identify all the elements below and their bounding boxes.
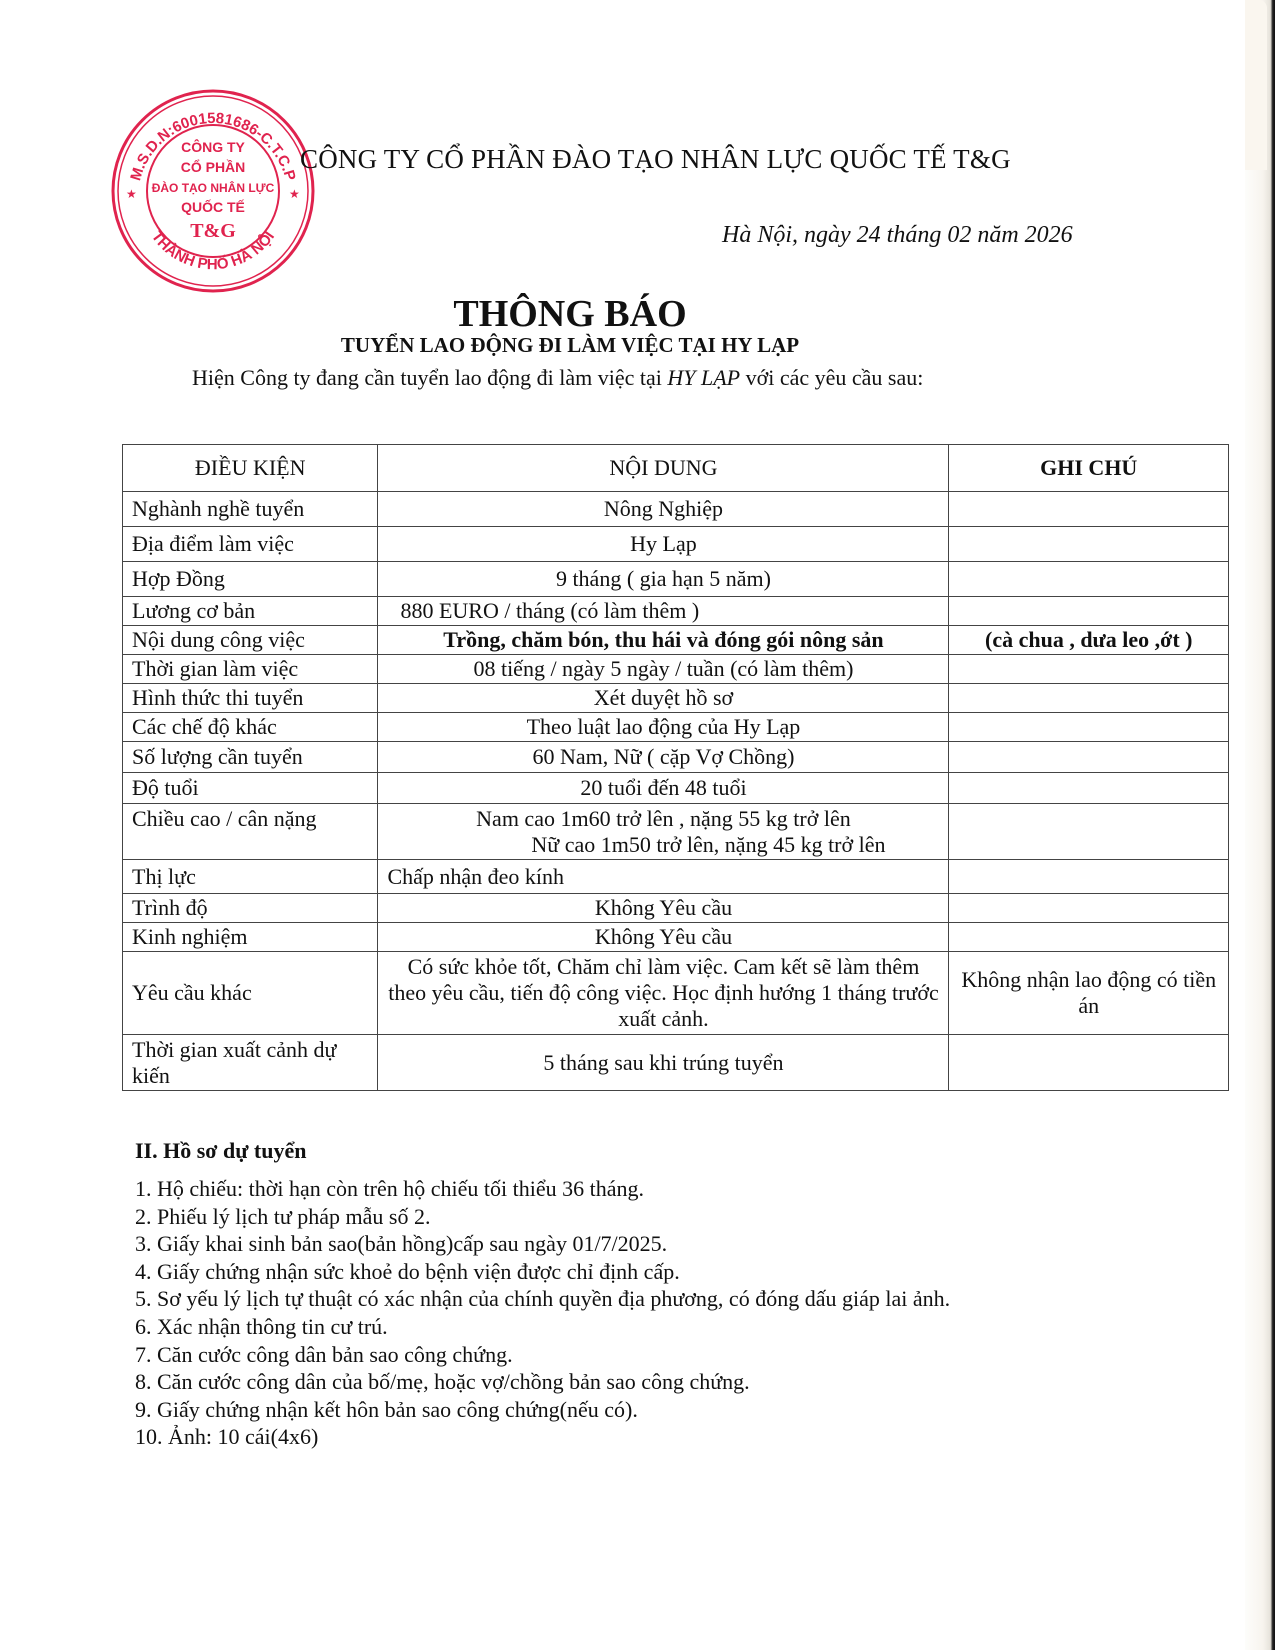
cell-note: Không nhận lao động có tiền án — [949, 952, 1229, 1035]
seal-line: ĐÀO TẠO NHÂN LỰC — [151, 181, 275, 195]
cell-content: Có sức khỏe tốt, Chăm chỉ làm việc. Cam kết sẽ làm thêm theo yêu cầu, tiến độ công việc. Học định hướng 1 tháng trước xuất cảnh. — [378, 952, 949, 1035]
seal-line: CÔNG TY — [181, 139, 245, 155]
documents-section-title: II. Hồ sơ dự tuyển — [135, 1138, 307, 1163]
cell-content: 08 tiếng / ngày 5 ngày / tuần (có làm thêm) — [378, 655, 949, 684]
cell-content: 5 tháng sau khi trúng tuyển — [378, 1035, 949, 1091]
cell-content: Không Yêu cầu — [378, 923, 949, 952]
list-item: 1. Hộ chiếu: thời hạn còn trên hộ chiếu tối thiểu 36 tháng. — [135, 1176, 644, 1201]
cell-note — [949, 562, 1229, 597]
list-item: 7. Căn cước công dân bản sao công chứng. — [135, 1341, 513, 1367]
requirements-table — [122, 444, 1229, 1091]
cell-condition: Nghành nghề tuyển — [123, 492, 378, 527]
list-item: 3. Giấy khai sinh bản sao(bản hồng)cấp sau ngày 01/7/2025. — [135, 1231, 668, 1257]
cell-condition: Kinh nghiệm — [123, 923, 378, 952]
header-note: GHI CHÚ — [949, 445, 1229, 492]
cell-note — [949, 655, 1229, 684]
cell-condition: Nội dung công việc — [123, 626, 378, 655]
list-item: 9. Giấy chứng nhận kết hôn bản sao công chứng(nếu có). — [135, 1396, 638, 1422]
cell-condition: Trình độ — [123, 894, 378, 923]
intro-text: với các yêu cầu sau: — [740, 365, 924, 390]
cell-condition: Thời gian xuất cảnh dự kiến — [123, 1035, 378, 1091]
table-row — [123, 1035, 1229, 1091]
list-item: 8. Căn cước công dân của bố/mẹ, hoặc vợ/chồng bản sao công chứng. — [135, 1369, 750, 1395]
star-icon: ★ — [289, 187, 300, 201]
table-row — [123, 527, 1229, 562]
cell-condition: Thời gian làm việc — [123, 655, 378, 684]
cell-content-line: Nữ cao 1m50 trở lên, nặng 45 kg trở lên — [531, 831, 886, 857]
cell-condition: Hình thức thi tuyển — [123, 684, 378, 713]
cell-content: Hy Lạp — [378, 527, 949, 562]
intro-country: HY LẠP — [667, 365, 741, 390]
cell-note — [949, 773, 1229, 804]
list-item: 6. Xác nhận thông tin cư trú. — [135, 1313, 388, 1339]
intro-paragraph — [192, 365, 923, 391]
dateline: Hà Nội, ngày 24 tháng 02 năm 2026 — [722, 222, 1073, 248]
cell-note — [949, 923, 1229, 952]
cell-content: Theo luật lao động của Hy Lạp — [378, 713, 949, 742]
star-icon: ★ — [126, 187, 137, 201]
table-row — [123, 597, 1229, 626]
cell-condition: Hợp Đồng — [123, 562, 378, 597]
cell-condition: Độ tuổi — [123, 773, 378, 804]
document-title: THÔNG BÁO — [453, 293, 687, 335]
company-seal — [108, 86, 318, 296]
cell-content: Nông Nghiệp — [378, 492, 949, 527]
cell-note: (cà chua , dưa leo ,ớt ) — [949, 626, 1229, 655]
company-name: CÔNG TY CỔ PHẦN ĐÀO TẠO NHÂN LỰC QUỐC TẾ T&G — [300, 144, 1011, 174]
cell-note — [949, 742, 1229, 773]
cell-note — [949, 713, 1229, 742]
table-row — [123, 626, 1229, 655]
cell-content-line: Nam cao 1m60 trở lên , nặng 55 kg trở lên — [476, 805, 851, 831]
table-row — [123, 773, 1229, 804]
seal-line: T&G — [190, 220, 236, 242]
table-row — [123, 804, 1229, 860]
table-row — [123, 952, 1229, 1035]
cell-content: 9 tháng ( gia hạn 5 năm) — [378, 562, 949, 597]
list-item: 2. Phiếu lý lịch tư pháp mẫu số 2. — [135, 1203, 431, 1229]
cell-condition: Yêu cầu khác — [123, 952, 378, 1035]
cell-note — [949, 860, 1229, 894]
cell-content: Xét duyệt hồ sơ — [378, 684, 949, 713]
cell-condition: Số lượng cần tuyển — [123, 742, 378, 773]
cell-note — [949, 1035, 1229, 1091]
cell-note — [949, 492, 1229, 527]
header-content: NỘI DUNG — [378, 445, 949, 492]
seal-bottom-text: THÀNH PHỐ HÀ NỘI — [147, 228, 279, 274]
table-row — [123, 562, 1229, 597]
cell-note — [949, 597, 1229, 626]
cell-condition: Lương cơ bản — [123, 597, 378, 626]
table-row — [123, 655, 1229, 684]
table-header-row — [123, 445, 1229, 492]
table-row — [123, 492, 1229, 527]
table-row — [123, 923, 1229, 952]
cell-condition: Địa điểm làm việc — [123, 527, 378, 562]
table-row — [123, 713, 1229, 742]
document-subtitle: TUYỂN LAO ĐỘNG ĐI LÀM VIỆC TẠI HY LẠP — [340, 333, 800, 357]
list-item: 5. Sơ yếu lý lịch tự thuật có xác nhận của chính quyền địa phương, có đóng dấu giáp lai ảnh. — [135, 1286, 951, 1312]
seal-line: CỔ PHẦN — [180, 159, 246, 175]
cell-note — [949, 894, 1229, 923]
table-row — [123, 860, 1229, 894]
intro-text: Hiện Công ty đang cần tuyển lao động đi làm việc tại — [192, 365, 668, 390]
cell-condition: Các chế độ khác — [123, 713, 378, 742]
documents-list — [135, 1175, 950, 1451]
cell-content: 880 EURO / tháng (có làm thêm ) — [378, 597, 949, 626]
header-condition: ĐIỀU KIỆN — [123, 445, 378, 492]
seal-line: QUỐC TẾ — [181, 199, 245, 215]
cell-note — [949, 804, 1229, 860]
cell-content: Trồng, chăm bón, thu hái và đóng gói nông sản — [378, 626, 949, 655]
scan-edge — [1245, 0, 1275, 1650]
seal-ring-text: M.S.D.N:6001581686-C.T.C.P — [127, 109, 299, 183]
cell-content: 20 tuổi đến 48 tuổi — [378, 773, 949, 804]
cell-condition: Thị lực — [123, 860, 378, 894]
table-row — [123, 742, 1229, 773]
cell-content: Không Yêu cầu — [378, 894, 949, 923]
cell-content: 60 Nam, Nữ ( cặp Vợ Chồng) — [378, 742, 949, 773]
scan-edge-paper — [1245, 0, 1267, 170]
cell-content — [378, 804, 949, 860]
cell-note — [949, 684, 1229, 713]
list-item: 10. Ảnh: 10 cái(4x6) — [135, 1424, 319, 1450]
cell-note — [949, 527, 1229, 562]
cell-condition: Chiều cao / cân nặng — [123, 804, 378, 860]
table-row — [123, 894, 1229, 923]
table-row — [123, 684, 1229, 713]
list-item: 4. Giấy chứng nhận sức khoẻ do bệnh viện được chỉ định cấp. — [135, 1258, 680, 1284]
cell-content: Chấp nhận đeo kính — [378, 860, 949, 894]
